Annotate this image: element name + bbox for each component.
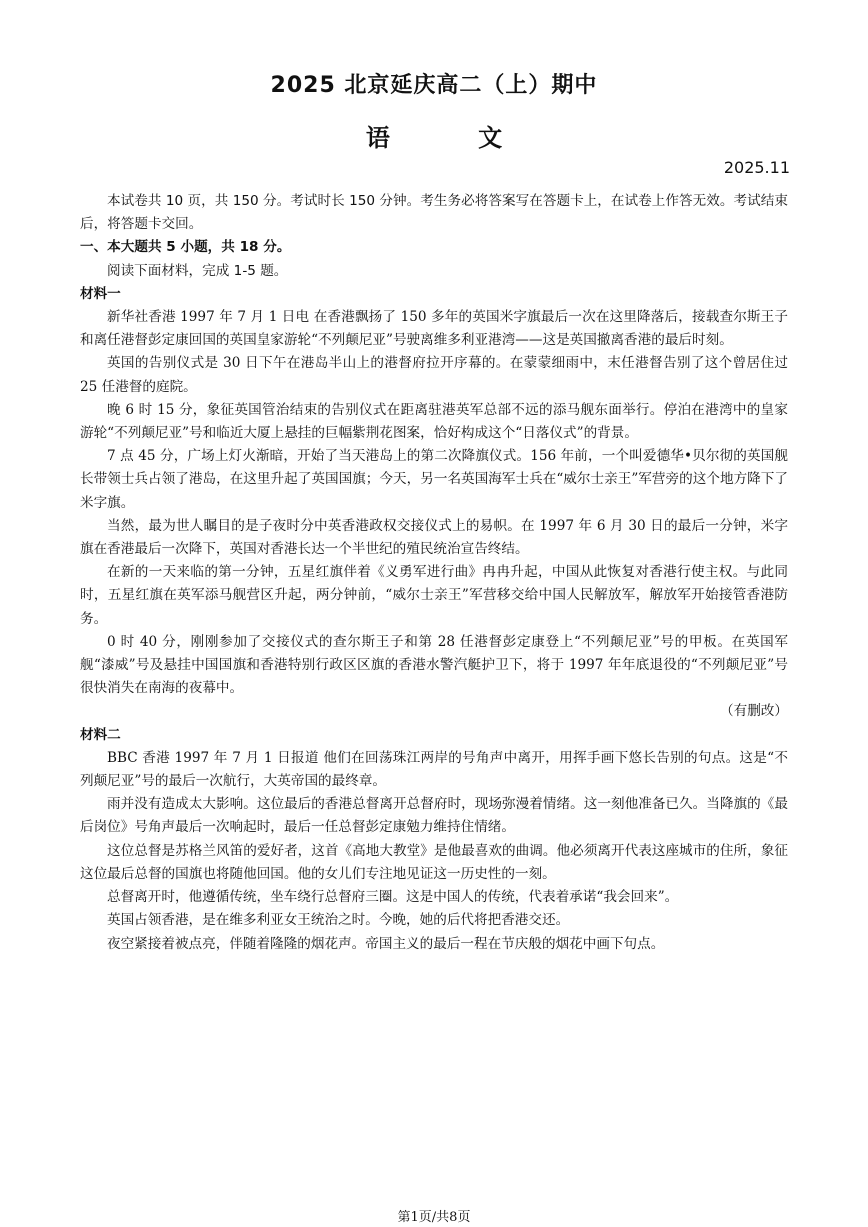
material-1-paragraph: 当然，最为世人瞩目的是子夜时分中英香港政权交接仪式上的易帜。在 1997 年 6 月 30 日的最后一分钟，米字旗在香港最后一次降下，英国对香港长达一个半世纪的殖民统治宣告终结。	[80, 517, 788, 558]
section-1-instruction: 阅读下面材料，完成 1-5 题。	[107, 262, 288, 279]
page-number: 第1页/共8页	[397, 1210, 471, 1225]
material-1-paragraph: 0 时 40 分，刚刚参加了交接仪式的查尔斯王子和第 28 任港督彭定康登上“不列颠尼亚”号的甲板。在英国军舰“漆威”号及悬挂中国国旗和香港特别行政区区旗的香港水警汽艇护卫下，将于 1997 年年底退役的“不列颠尼亚”号很快消失在南海的夜幕中。	[80, 633, 788, 697]
material-2-paragraph: 总督离开时，他遵循传统，坐车绕行总督府三圈。这是中国人的传统，代表着承诺“我会回来”。	[107, 889, 679, 906]
material-1-paragraph: 晚 6 时 15 分，象征英国管治结束的告别仪式在距离驻港英军总部不远的添马舰东面举行。停泊在港湾中的皇家游轮“不列颠尼亚”号和临近大厦上悬挂的巨幅紫荆花图案，恰好构成这个“日落仪式”的背景。	[80, 401, 788, 442]
exam-date: 2025.11	[723, 158, 790, 177]
intro-instructions: 本试卷共 10 页，共 150 分。考试时长 150 分钟。考生务必将答案写在答题卡上，在试卷上作答无效。考试结束后，将答题卡交回。	[80, 193, 788, 233]
exam-body	[80, 190, 788, 956]
material-1-paragraph: 在新的一天来临的第一分钟，五星红旗伴着《义勇军进行曲》冉冉升起，中国从此恢复对香港行使主权。与此同时，五星红旗在英军添马舰营区升起，两分钟前，“威尔士亲王”军营移交给中国人民解放军，解放军开始接管香港防务。	[80, 564, 788, 627]
subject-title: 语 文	[365, 124, 543, 152]
material-2-paragraph: BBC 香港 1997 年 7 月 1 日报道 他们在回荡珠江两岸的号角声中离开，用挥手画下悠长告别的句点。这是“不列颠尼亚”号的最后一次航行，大英帝国的最终章。	[80, 749, 788, 790]
material-1-title: 材料一	[80, 285, 121, 302]
material-1-paragraph: 英国的告别仪式是 30 日下午在港岛半山上的港督府拉开序幕的。在蒙蒙细雨中，末任港督告别了这个曾居住过 25 任港督的庭院。	[80, 355, 788, 395]
exam-title: 2025 北京延庆高二（上）期中	[270, 73, 598, 98]
material-2-paragraph: 夜空紧接着被点亮，伴随着隆隆的烟花声。帝国主义的最后一程在节庆般的烟花中画下句点。	[107, 935, 665, 952]
material-1-note: （有删改）	[720, 703, 788, 720]
material-2-paragraph: 英国占领香港，是在维多利亚女王统治之时。今晚，她的后代将把香港交还。	[107, 912, 570, 929]
section-1-heading: 一、本大题共 5 小题，共 18 分。	[80, 239, 291, 256]
material-2-paragraph: 雨并没有造成太大影响。这位最后的香港总督离开总督府时，现场弥漫着情绪。这一刻他准备已久。当降旗的《最后岗位》号角声最后一次响起时，最后一任总督彭定康勉力维持住情绪。	[80, 796, 788, 836]
material-2-paragraph: 这位总督是苏格兰风笛的爱好者，这首《高地大教堂》是他最喜欢的曲调。他必须离开代表这座城市的住所，象征这位最后总督的国旗也将随他回国。他的女儿们专注地见证这一历史性的一刻。	[80, 842, 788, 882]
material-1-paragraph: 新华社香港 1997 年 7 月 1 日电 在香港飘扬了 150 多年的英国米字旗最后一次在这里降落后，接载查尔斯王子和离任港督彭定康回国的英国皇家游轮“不列颠尼亚”号驶离维多利亚港湾——这是英国撤离香港的最后时刻。	[80, 309, 788, 349]
material-2-title: 材料二	[80, 726, 121, 743]
material-1-paragraph: 7 点 45 分，广场上灯火渐暗，开始了当天港岛上的第二次降旗仪式。156 年前，一个叫爱德华•贝尔彻的英国舰长带领士兵占领了港岛，在这里升起了英国国旗；今天，另一名英国海军士兵在“威尔士亲王”军营旁的这个地方降下了米字旗。	[80, 448, 788, 511]
